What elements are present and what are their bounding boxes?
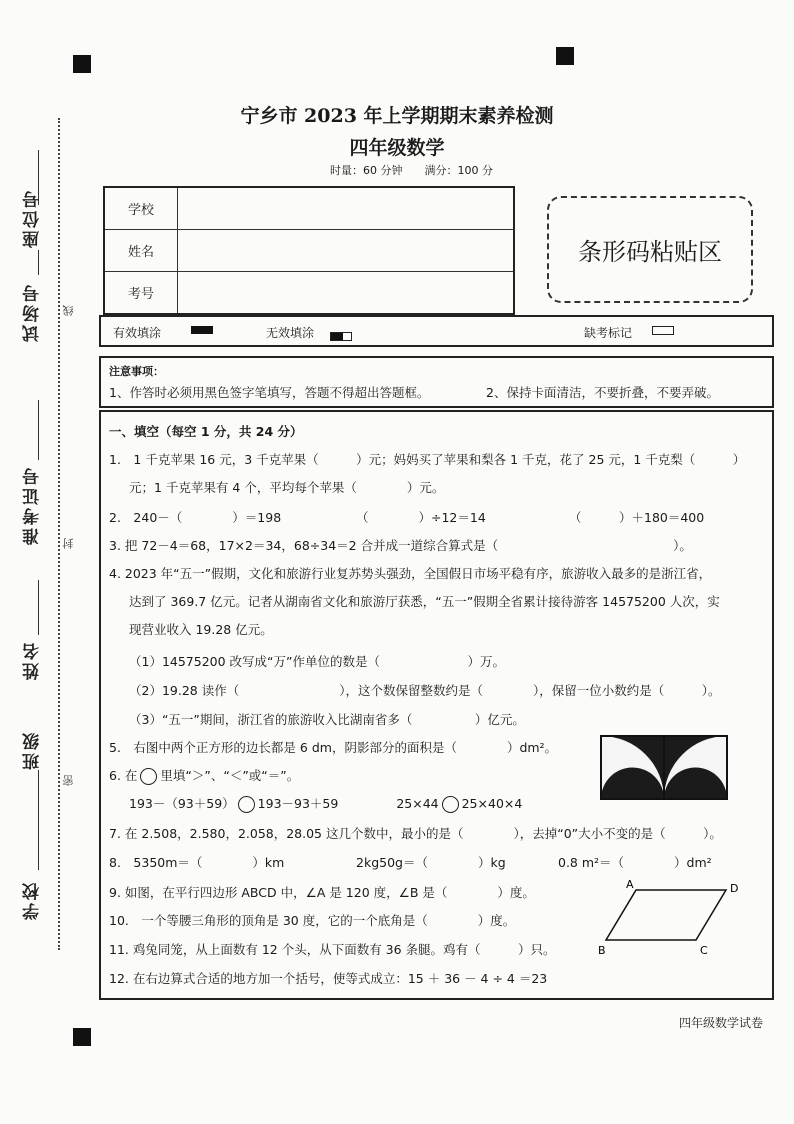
exam-subject: 四年级数学 [349, 137, 445, 159]
compare-1-circle[interactable] [238, 796, 255, 813]
vertex-label-d: D [730, 882, 739, 895]
question-6-prefix: 6. 在 [109, 768, 138, 783]
question-2-c: （ ）＋180＝400 [569, 510, 705, 525]
compare-2-left: 25×44 [396, 796, 439, 811]
name-underline [38, 580, 39, 635]
student-info-table [103, 186, 515, 315]
parallelogram-abcd-figure [596, 878, 746, 958]
school-label: 学校 [23, 880, 43, 920]
compare-2-right: 25×40×4 [461, 796, 523, 811]
question-area [99, 410, 774, 1000]
compare-1-left: 193－（93＋59） [129, 796, 235, 811]
vertex-label-b: B [598, 944, 606, 957]
vertex-label-c: C [700, 944, 708, 957]
question-8-b: 2kg50g＝（ ）kg [356, 855, 506, 870]
question-1-line-1: 1. 1 千克苹果 16 元，3 千克苹果（ ）元；妈妈买了苹果和梨各 1 千克，花了 25 元，1 千克梨（ ） [109, 452, 746, 467]
room-underline [38, 250, 39, 275]
alignment-marker-top-left [73, 55, 91, 73]
question-12: 12. 在右边算式合适的地方加一个括号，使等式成立：15 ＋ 36 － 4 ÷ 4 ＝23 [109, 971, 548, 986]
circle-symbol-icon [140, 768, 157, 785]
question-11: 11. 鸡兔同笼，从上面数有 12 个头，从下面数有 36 条腿。鸡有（ ）只。 [109, 942, 556, 957]
info-label-name: 姓名 [104, 230, 178, 272]
question-4-line-3: 现营业收入 19.28 亿元。 [129, 622, 273, 637]
question-5: 5. 右图中两个正方形的边长都是 6 dm，阴影部分的面积是（ ）dm²。 [109, 740, 558, 755]
question-4-part-3: （3）“五一”期间，浙江省的旅游收入比湖南省多（ ）亿元。 [129, 712, 525, 727]
question-8-c: 0.8 m²＝（ ）dm² [558, 855, 712, 870]
exam-number-field[interactable] [178, 272, 515, 315]
page-footer: 四年级数学试卷 [679, 1016, 764, 1030]
info-label-number: 考号 [104, 272, 178, 315]
admission-underline [38, 400, 39, 460]
seal-mark: 封 [62, 538, 75, 549]
question-6-suffix: 里填“＞”、“＜”或“＝”。 [160, 768, 300, 783]
question-2-b: （ ）÷12＝14 [356, 510, 486, 525]
notes-title: 注意事项： [109, 365, 164, 378]
question-4-line-2: 达到了 369.7 亿元。记者从湖南省文化和旅游厅获悉，“五一”假期全省累计接待游客 14575200 人次，实 [129, 594, 720, 609]
barcode-area: 条形码粘贴区 [547, 196, 753, 303]
school-field[interactable] [178, 187, 515, 230]
notes-box [99, 356, 774, 408]
time-and-score-info: 时量：60 分钟 满分：100 分 [330, 164, 493, 177]
notes-item-2: 2、保持卡面清洁，不要折叠，不要弄破。 [486, 385, 719, 400]
info-row-school [104, 187, 514, 230]
admission-number-label: 准考证号 [23, 465, 43, 545]
fill-guide-row [99, 315, 774, 347]
question-2-a: 2. 240－（ ）＝198 [109, 510, 282, 525]
alignment-marker-top-right [556, 47, 574, 65]
valid-fill-sample-icon [191, 326, 213, 334]
line-mark: 线 [62, 305, 75, 316]
vertex-label-a: A [626, 878, 634, 891]
compare-1-right: 193－93＋59 [257, 796, 339, 811]
notes-item-1: 1、作答时必须用黑色签字笔填写，答题不得超出答题框。 [109, 385, 430, 400]
absent-mark-label: 缺考标记 [584, 326, 633, 340]
secret-mark: 密 [62, 775, 75, 786]
question-4-part-2: （2）19.28 读作（ ），这个数保留整数约是（ ），保留一位小数约是（ ）。 [129, 683, 721, 698]
section-heading: 一、填空（每空 1 分，共 24 分） [109, 424, 303, 439]
alignment-marker-bottom-left [73, 1028, 91, 1046]
info-label-school: 学校 [104, 187, 178, 230]
class-label: 班级 [23, 730, 43, 770]
valid-fill-label: 有效填涂 [113, 326, 162, 340]
exam-title: 宁乡市 2023 年上学期期末素养检测 [240, 105, 554, 127]
info-row-number [104, 272, 514, 315]
question-10: 10. 一个等腰三角形的顶角是 30 度，它的一个底角是（ ）度。 [109, 913, 516, 928]
compare-2-circle[interactable] [442, 796, 459, 813]
question-9: 9. 如图，在平行四边形 ABCD 中，∠A 是 120 度，∠B 是（ ）度。 [109, 885, 535, 900]
binding-dotted-line [58, 118, 60, 950]
invalid-fill-label: 无效填涂 [266, 326, 315, 340]
school-underline [38, 800, 39, 870]
name-label: 姓名 [23, 640, 43, 680]
question-8-a: 8. 5350m＝（ ）km [109, 855, 285, 870]
question-6 [109, 766, 299, 785]
question-4-line-1: 4. 2023 年“五一”假期，文化和旅游行业复苏势头强劲，全国假日市场平稳有序，旅游收入最多的是浙江省， [109, 566, 712, 581]
name-field[interactable] [178, 230, 515, 272]
question-6-comparisons [129, 794, 522, 813]
question-4-part-1: （1）14575200 改写成“万”作单位的数是（ ）万。 [129, 654, 506, 669]
room-number-label: 试场号 [23, 282, 43, 342]
question-1-line-2: 元；1 千克苹果有 4 个，平均每个苹果（ ）元。 [129, 480, 445, 495]
seat-number-label: 座位号 [23, 188, 43, 248]
two-squares-shaded-figure [600, 735, 730, 800]
question-3: 3. 把 72－4＝68，17×2＝34，68÷34＝2 合并成一道综合算式是（ ）。 [109, 538, 692, 553]
question-7: 7. 在 2.508，2.580，2.058，28.05 这几个数中，最小的是（ ），去掉“0”大小不变的是（ ）。 [109, 826, 722, 841]
absent-mark-box[interactable] [652, 326, 674, 335]
info-row-name [104, 230, 514, 272]
